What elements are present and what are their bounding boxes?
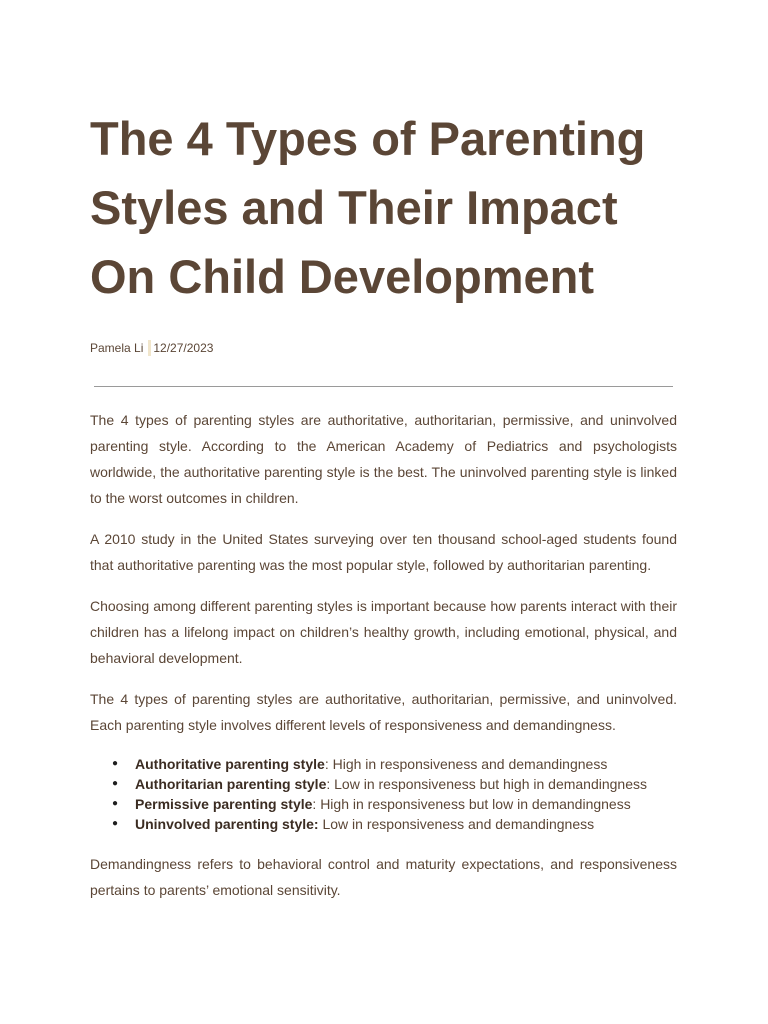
divider <box>94 386 673 387</box>
style-description: : High in responsiveness but low in demandingness <box>312 796 631 812</box>
list-item <box>112 774 677 794</box>
list-item <box>112 814 677 834</box>
byline-separator <box>148 340 151 356</box>
style-term: Authoritative parenting style <box>135 756 325 772</box>
paragraph-importance: Choosing among different parenting styles is important because how parents interact with their children has a lifelong impact on children’s healthy growth, including emotional, physical, and behavioral development. <box>90 598 677 666</box>
parenting-styles-list <box>90 754 677 834</box>
bullet-icon: ● <box>112 818 119 829</box>
paragraph-definitions: Demandingness refers to behavioral control and maturity expectations, and responsiveness pertains to parents’ emotional sensitivity. <box>90 856 677 898</box>
style-term: Permissive parenting style <box>135 796 313 812</box>
style-description: Low in responsiveness and demandingness <box>318 816 595 832</box>
style-term: Authoritarian parenting style <box>135 776 327 792</box>
bullet-icon: ● <box>112 758 119 769</box>
style-description: : Low in responsiveness but high in demandingness <box>326 776 648 792</box>
bullet-icon: ● <box>112 778 119 789</box>
style-term: Uninvolved parenting style: <box>135 816 319 832</box>
author-name: Pamela Li <box>90 341 144 355</box>
list-item <box>112 754 677 774</box>
publish-date: 12/27/2023 <box>153 341 214 355</box>
paragraph-study: A 2010 study in the United States surveying over ten thousand school-aged students found that authoritative parenting was the most popular style, followed by authoritarian parenting. <box>90 531 677 573</box>
paragraph-intro: The 4 types of parenting styles are authoritative, authoritarian, permissive, and uninvolved parenting style. According to the American Academy of Pediatrics and psychologists worldwide, the authoritative parenting style is the best. The uninvolved parenting style is linked to the worst outcomes in children. <box>90 412 677 506</box>
list-item <box>112 794 677 814</box>
bullet-icon: ● <box>112 798 119 809</box>
style-description: : High in responsiveness and demandingness <box>324 756 608 772</box>
article-title: The 4 Types of Parenting Styles and Their Impact On Child Development <box>90 112 646 303</box>
byline <box>90 340 677 356</box>
paragraph-styles-overview: The 4 types of parenting styles are authoritative, authoritarian, permissive, and uninvolved. Each parenting style involves different levels of responsiveness and demandingness. <box>90 691 677 733</box>
